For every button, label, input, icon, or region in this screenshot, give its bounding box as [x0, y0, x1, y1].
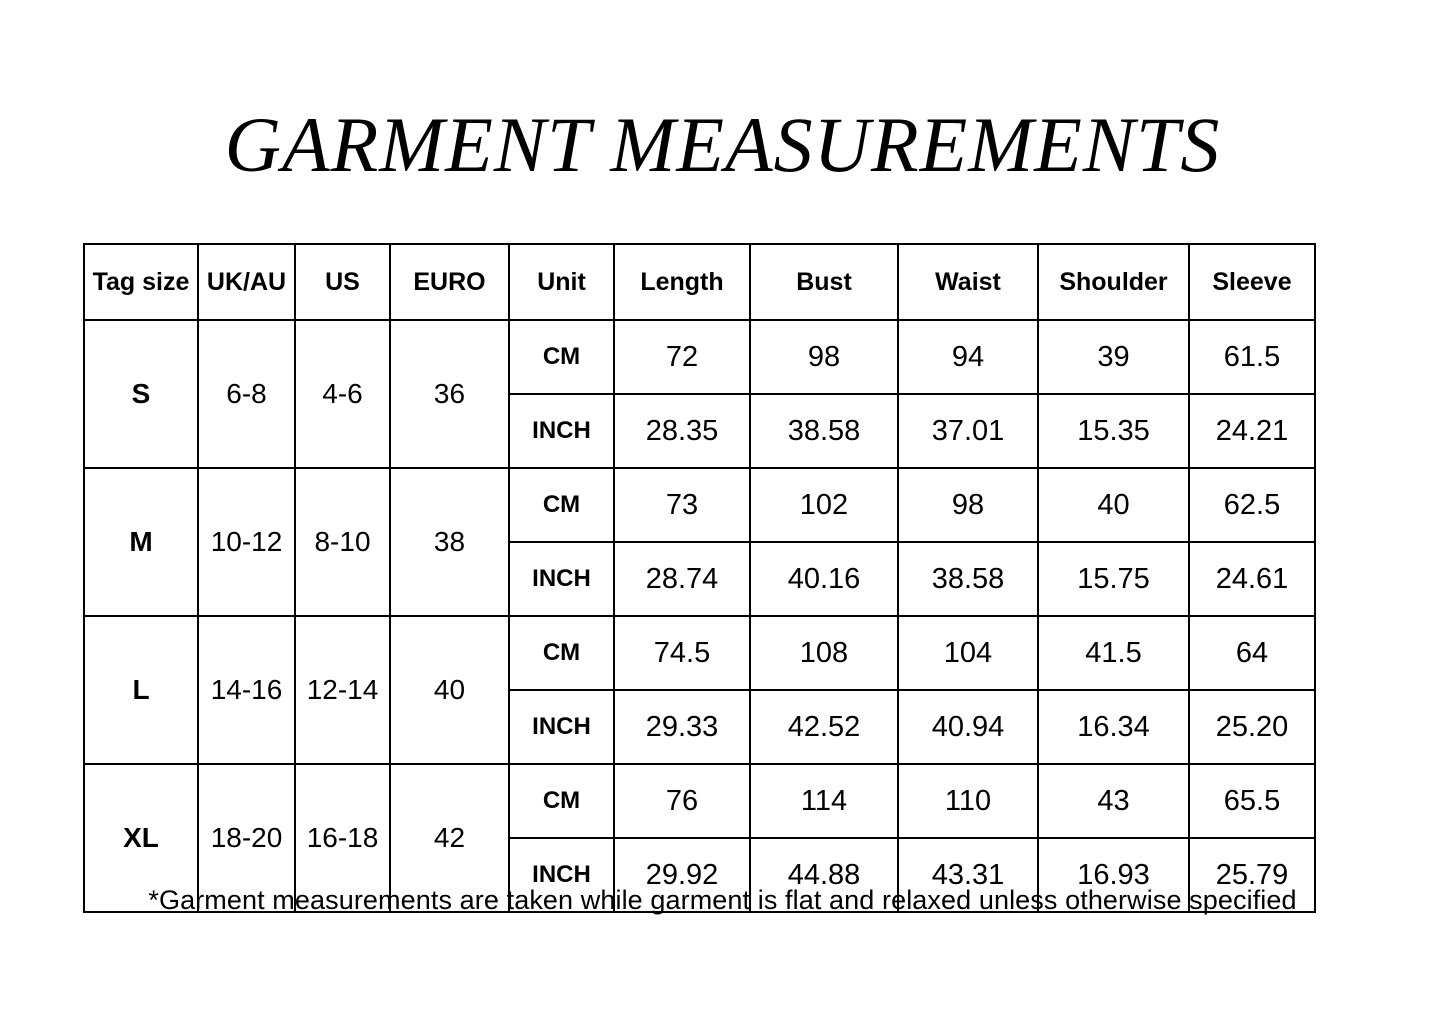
cell-waist-inch: 43.31	[898, 838, 1038, 912]
cell-shoulder-cm: 39	[1038, 320, 1189, 394]
cell-euro: 38	[390, 468, 509, 616]
cell-tag-size: M	[84, 468, 198, 616]
cell-us: 4-6	[295, 320, 390, 468]
cell-bust-cm: 102	[750, 468, 898, 542]
cell-shoulder-inch: 15.35	[1038, 394, 1189, 468]
cell-waist-cm: 94	[898, 320, 1038, 394]
cell-length-cm: 76	[614, 764, 750, 838]
cell-shoulder-inch: 15.75	[1038, 542, 1189, 616]
cell-uk-au: 10-12	[198, 468, 295, 616]
cell-shoulder-cm: 43	[1038, 764, 1189, 838]
cell-waist-inch: 40.94	[898, 690, 1038, 764]
cell-unit-cm: CM	[509, 468, 614, 542]
cell-unit-inch: INCH	[509, 542, 614, 616]
cell-bust-inch: 40.16	[750, 542, 898, 616]
table-row	[84, 764, 1315, 838]
cell-bust-inch: 38.58	[750, 394, 898, 468]
table-row	[84, 468, 1315, 542]
cell-sleeve-cm: 64	[1189, 616, 1315, 690]
cell-tag-size: L	[84, 616, 198, 764]
cell-waist-inch: 37.01	[898, 394, 1038, 468]
cell-unit-cm: CM	[509, 616, 614, 690]
cell-bust-cm: 98	[750, 320, 898, 394]
cell-length-inch: 29.33	[614, 690, 750, 764]
cell-euro: 36	[390, 320, 509, 468]
cell-shoulder-inch: 16.93	[1038, 838, 1189, 912]
header-waist: Waist	[898, 244, 1038, 320]
header-bust: Bust	[750, 244, 898, 320]
cell-uk-au: 18-20	[198, 764, 295, 912]
header-uk-au: UK/AU	[198, 244, 295, 320]
garment-measurements-table	[83, 243, 1316, 913]
cell-length-cm: 74.5	[614, 616, 750, 690]
cell-unit-inch: INCH	[509, 394, 614, 468]
cell-unit-inch: INCH	[509, 838, 614, 912]
cell-length-cm: 72	[614, 320, 750, 394]
cell-tag-size: S	[84, 320, 198, 468]
cell-waist-inch: 38.58	[898, 542, 1038, 616]
header-tag-size: Tag size	[84, 244, 198, 320]
cell-unit-inch: INCH	[509, 690, 614, 764]
cell-euro: 40	[390, 616, 509, 764]
cell-sleeve-cm: 65.5	[1189, 764, 1315, 838]
cell-tag-size: XL	[84, 764, 198, 912]
size-table-container	[83, 243, 1314, 913]
header-unit: Unit	[509, 244, 614, 320]
cell-uk-au: 14-16	[198, 616, 295, 764]
cell-length-inch: 28.35	[614, 394, 750, 468]
cell-shoulder-inch: 16.34	[1038, 690, 1189, 764]
cell-bust-cm: 114	[750, 764, 898, 838]
cell-waist-cm: 98	[898, 468, 1038, 542]
cell-sleeve-inch: 25.20	[1189, 690, 1315, 764]
cell-shoulder-cm: 41.5	[1038, 616, 1189, 690]
cell-unit-cm: CM	[509, 764, 614, 838]
header-sleeve: Sleeve	[1189, 244, 1315, 320]
header-us: US	[295, 244, 390, 320]
header-length: Length	[614, 244, 750, 320]
cell-sleeve-inch: 24.61	[1189, 542, 1315, 616]
header-euro: EURO	[390, 244, 509, 320]
cell-bust-inch: 44.88	[750, 838, 898, 912]
cell-length-inch: 29.92	[614, 838, 750, 912]
cell-unit-cm: CM	[509, 320, 614, 394]
cell-length-inch: 28.74	[614, 542, 750, 616]
cell-us: 12-14	[295, 616, 390, 764]
cell-uk-au: 6-8	[198, 320, 295, 468]
cell-euro: 42	[390, 764, 509, 912]
table-row	[84, 320, 1315, 394]
cell-sleeve-inch: 24.21	[1189, 394, 1315, 468]
cell-waist-cm: 104	[898, 616, 1038, 690]
cell-shoulder-cm: 40	[1038, 468, 1189, 542]
page-title: GARMENT MEASUREMENTS	[224, 101, 1221, 188]
cell-waist-cm: 110	[898, 764, 1038, 838]
header-shoulder: Shoulder	[1038, 244, 1189, 320]
cell-length-cm: 73	[614, 468, 750, 542]
footnote: *Garment measurements are taken while garment is flat and relaxed unless otherwise specified	[148, 885, 1297, 915]
cell-us: 8-10	[295, 468, 390, 616]
table-row	[84, 616, 1315, 690]
cell-sleeve-inch: 25.79	[1189, 838, 1315, 912]
cell-sleeve-cm: 62.5	[1189, 468, 1315, 542]
table-header-row	[84, 244, 1315, 320]
cell-bust-cm: 108	[750, 616, 898, 690]
cell-bust-inch: 42.52	[750, 690, 898, 764]
cell-us: 16-18	[295, 764, 390, 912]
cell-sleeve-cm: 61.5	[1189, 320, 1315, 394]
